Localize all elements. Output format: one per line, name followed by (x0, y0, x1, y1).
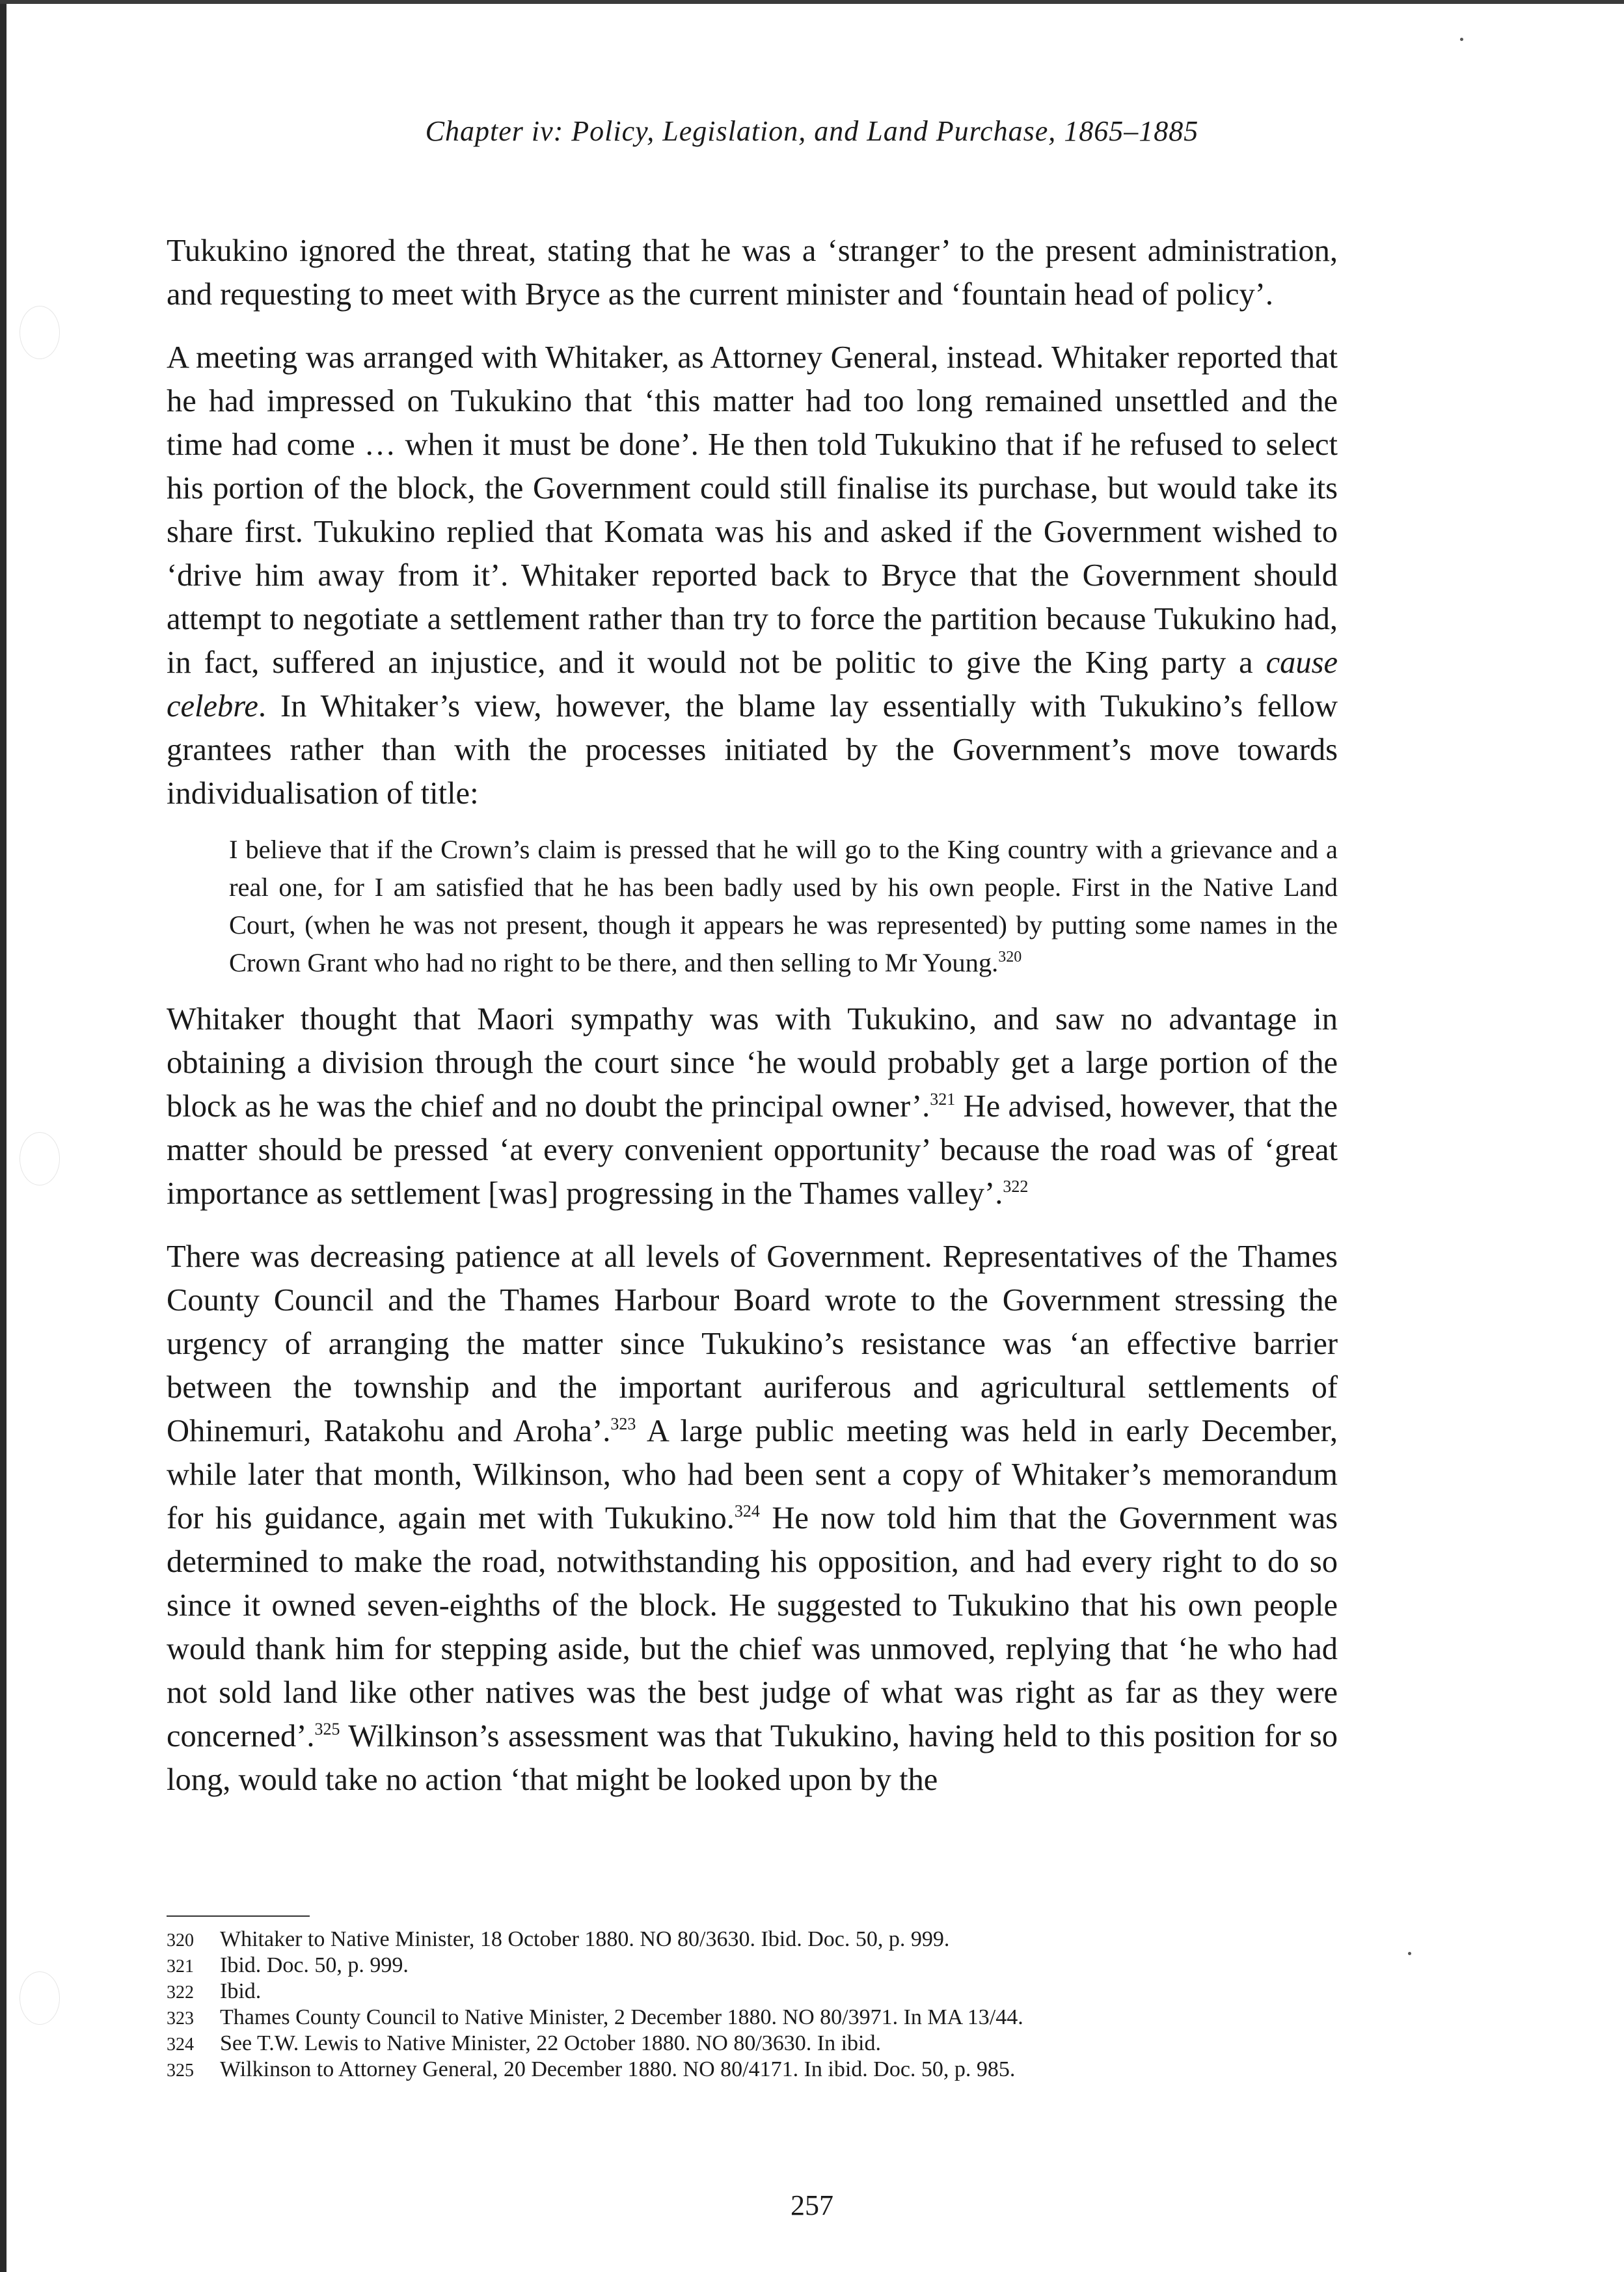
running-head: Chapter iv: Policy, Legislation, and Land Purchase, 1865–1885 (425, 115, 1199, 147)
footnotes (167, 1927, 1338, 2083)
footnote-ref: 322 (1003, 1177, 1029, 1196)
scan-speck (1460, 38, 1463, 41)
paragraph-2: A meeting was arranged with Whitaker, as Attorney General, instead. Whitaker reported that he had impressed on Tukukino that ‘this matter had too long remained unsettled and the time had come … when it must be done’. He then told Tukukino that if he refused to select his portion of the block, the Government could still finalise its purchase, but would take its share first. Tukukino replied that Komata was his and asked if the Government wished to ‘drive him away from it’. Whitaker reported back to Bryce that the Government should attempt to negotiate a settlement rather than try to force the partition because Tukukino had, in fact, suffered an injustice, and it would not be politic to give the King party a cause celebre. In Whitaker’s view, however, the blame lay essentially with Tukukino’s fellow grantees rather than with the processes initiated by the Government’s move towards individualisation of title: (167, 340, 1338, 811)
footnote: 323 Thames County Council to Native Minister, 2 December 1880. NO 80/3971. In MA 13/44. (167, 2005, 1023, 2029)
footnote-ref: 321 (930, 1090, 956, 1109)
page-number: 257 (791, 2189, 833, 2221)
block-quote: I believe that if the Crown’s claim is pressed that he will go to the King country with a grievance and a real one, for I am satisfied that he has been badly used by his own people. First in the Native Land Court, (when he was not present, though it appears he was represented) by putting some names in the Crown Grant who had no right to be there, and then selling to Mr Young.$^{320}$ (229, 835, 1338, 977)
scan-top-edge (0, 0, 1624, 4)
scan-left-edge (0, 0, 7, 2272)
paragraph-1: Tukukino ignored the threat, stating that he was a ‘stranger’ to the present administration, and requesting to meet with Bryce as the current minister and ‘fountain head of policy’. (167, 234, 1338, 312)
footnote-ref: 324 (734, 1502, 760, 1521)
footnote: 321 Ibid. Doc. 50, p. 999. (167, 1953, 409, 1977)
footnote: 322 Ibid. (167, 1979, 262, 2003)
paragraph-3: Whitaker thought that Maori sympathy was with Tukukino, and saw no advantage in obtaining a division through the court since ‘he would probably get a large portion of the block as he was the chief and no doubt the principal owner’.$^{321}$ He advised, however, that the matter should be pressed ‘at every convenient opportunity’ because the road was of ‘great importance as settlement [was] progressing in the Thames valley’.$^{322}$ (167, 1002, 1338, 1211)
footnote: 324 See T.W. Lewis to Native Minister, 22 October 1880. NO 80/3630. In ibid. (167, 2031, 881, 2055)
footnote-ref: 320 (998, 949, 1022, 966)
punch-hole-mark (20, 306, 60, 359)
footnote: 320 Whitaker to Native Minister, 18 October 1880. NO 80/3630. Ibid. Doc. 50, p. 999. (167, 1927, 950, 1951)
scan-speck (1408, 1952, 1411, 1955)
punch-hole-mark (20, 1971, 60, 2025)
paragraph-4: There was decreasing patience at all levels of Government. Representatives of the Thames County Council and the Thames Harbour Board wrote to the Government stressing the urgency of arranging the matter since Tukukino’s resistance was ‘an effective barrier between the township and the important auriferous and agricultural settlements of Ohinemuri, Ratakohu and Aroha’.$^{323}$ A large public meeting was held in early December, while later that month, Wilkinson, who had been sent a copy of Whitaker’s memorandum for his guidance, again met with Tukukino.$^{324}$ He now told him that the Government was determined to make the road, notwithstanding his opposition, and had every right to do so since it owned seven-eighths of the block. He suggested to Tukukino that his own people would thank him for stepping aside, but the chief was unmoved, replying that ‘he who had not sold land like other natives was the best judge of what was right as far as they were concerned’.$^{325}$ Wilkinson’s assessment was that Tukukino, having held to this position for so long, would take no action ‘that might be looked upon by the (167, 1239, 1338, 1797)
footnote-ref: 323 (610, 1414, 636, 1433)
italic-phrase: cause celebre (167, 645, 1338, 724)
footnote: 325 Wilkinson to Attorney General, 20 December 1880. NO 80/4171. In ibid. Doc. 50, p. 985. (167, 2057, 1016, 2081)
footnote-ref: 325 (314, 1720, 340, 1738)
punch-hole-mark (20, 1132, 60, 1185)
footnote-rule (167, 1915, 310, 1917)
body-text (167, 229, 1338, 1821)
